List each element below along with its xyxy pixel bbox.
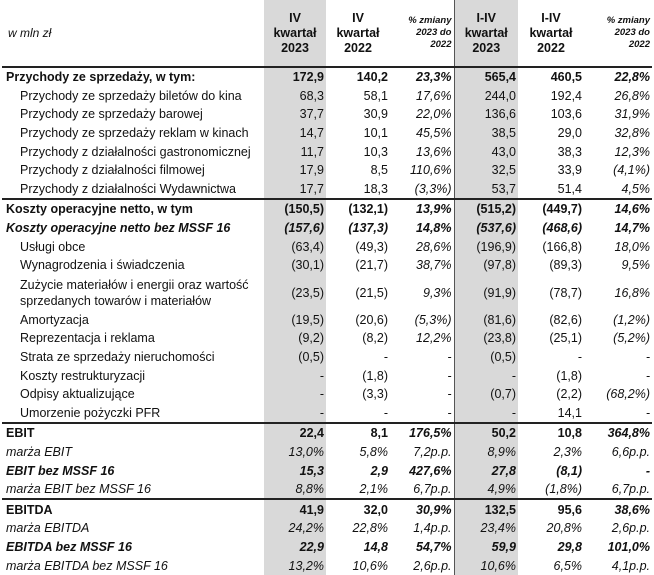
- value-cell: 9,5%: [621, 258, 650, 273]
- header-fy-2022: I-IV kwartał 2022: [518, 0, 584, 67]
- value-cell: -: [383, 350, 388, 365]
- row-label: marża EBITDA bez MSSF 16: [6, 558, 168, 573]
- table-row: [2, 142, 652, 161]
- value-cell: (21,7): [355, 258, 388, 273]
- value-cell: (78,7): [549, 285, 582, 300]
- value-cell: 6,5%: [553, 558, 582, 573]
- table-row: [2, 87, 652, 106]
- value-cell: (8,1): [556, 463, 582, 478]
- value-cell: 2,1%: [359, 482, 388, 497]
- value-cell: 38,5: [454, 124, 518, 143]
- table-row: [2, 180, 652, 200]
- value-cell: 110,6%: [410, 163, 452, 178]
- value-cell: 95,6: [518, 499, 584, 519]
- value-cell: 6,7p.p.: [611, 482, 650, 497]
- value-cell: (23,5): [264, 275, 326, 311]
- table-row: [2, 423, 652, 443]
- value-cell: 12,2%: [416, 331, 452, 346]
- value-cell: 6,7p.p.: [413, 482, 452, 497]
- value-cell: (25,1): [549, 331, 582, 346]
- value-cell: -: [383, 405, 388, 420]
- value-cell: -: [447, 405, 452, 420]
- value-cell: (0,5): [264, 348, 326, 367]
- value-cell: (23,8): [454, 329, 518, 348]
- value-cell: -: [645, 463, 650, 478]
- table-row: [2, 519, 652, 538]
- value-cell: (21,5): [355, 285, 388, 300]
- table-row: [2, 461, 652, 480]
- value-cell: 17,9: [264, 161, 326, 180]
- value-cell: 140,2: [356, 70, 388, 85]
- value-cell: 13,2%: [264, 556, 326, 575]
- value-cell: 460,5: [550, 70, 582, 85]
- value-cell: (8,2): [362, 331, 388, 346]
- value-cell: 15,3: [264, 461, 326, 480]
- value-cell: 101,0%: [607, 539, 650, 554]
- row-label: Przychody ze sprzedaży biletów do kina: [20, 88, 242, 103]
- value-cell: (150,5): [264, 199, 326, 219]
- value-cell: 565,4: [454, 67, 518, 87]
- row-label: Reprezentacja i reklama: [20, 331, 155, 346]
- value-cell: 18,3: [363, 181, 388, 196]
- value-cell: (5,2%): [613, 331, 650, 346]
- row-label: Odpisy aktualizujące: [20, 387, 135, 402]
- header-fy-change: % zmiany 2023 do 2022: [584, 0, 652, 67]
- table-row: [2, 105, 652, 124]
- value-cell: 68,3: [264, 87, 326, 106]
- table-row: [2, 275, 652, 311]
- value-cell: 45,5%: [416, 126, 452, 141]
- value-cell: 23,4%: [454, 519, 518, 538]
- value-cell: 176,5%: [390, 423, 454, 443]
- value-cell: (89,3): [549, 258, 582, 273]
- value-cell: (4,1%): [613, 163, 650, 178]
- value-cell: 14,7: [264, 124, 326, 143]
- row-label: Przychody ze sprzedaży reklam w kinach: [20, 126, 249, 141]
- value-cell: 50,2: [454, 423, 518, 443]
- value-cell: 4,5%: [621, 181, 650, 196]
- value-cell: 10,8: [518, 423, 584, 443]
- value-cell: 132,5: [454, 499, 518, 519]
- value-cell: 41,9: [264, 499, 326, 519]
- header-fy-2023: I-IV kwartał 2023: [454, 0, 518, 67]
- value-cell: -: [264, 366, 326, 385]
- value-cell: 4,9%: [454, 480, 518, 500]
- value-cell: 37,7: [264, 105, 326, 124]
- value-cell: 13,0%: [264, 443, 326, 462]
- table-row: [2, 329, 652, 348]
- value-cell: (0,5): [454, 348, 518, 367]
- value-cell: 26,8%: [614, 88, 650, 103]
- value-cell: 22,4: [264, 423, 326, 443]
- value-cell: 5,8%: [359, 444, 388, 459]
- value-cell: 11,7: [264, 142, 326, 161]
- value-cell: -: [454, 366, 518, 385]
- value-cell: 32,5: [454, 161, 518, 180]
- row-label: Koszty restrukturyzacji: [20, 368, 146, 383]
- table-row: [2, 480, 652, 500]
- row-label: EBITDA bez MSSF 16: [6, 539, 132, 554]
- row-label: EBIT bez MSSF 16: [6, 463, 115, 478]
- value-cell: 6,6p.p.: [611, 444, 650, 459]
- value-cell: -: [454, 404, 518, 424]
- value-cell: 32,0: [326, 499, 390, 519]
- table-row: [2, 556, 652, 575]
- value-cell: 2,3%: [553, 444, 582, 459]
- table-row: [2, 385, 652, 404]
- value-cell: 17,7: [264, 180, 326, 200]
- value-cell: 38,6%: [584, 499, 652, 519]
- value-cell: 38,7%: [416, 258, 452, 273]
- row-label: Przychody z działalności Wydawnictwa: [20, 181, 236, 196]
- value-cell: (468,6): [542, 221, 582, 236]
- value-cell: 192,4: [550, 88, 582, 103]
- value-cell: 427,6%: [409, 463, 452, 478]
- value-cell: (30,1): [264, 256, 326, 275]
- value-cell: 20,8%: [546, 521, 582, 536]
- table-row: [2, 161, 652, 180]
- value-cell: (515,2): [454, 199, 518, 219]
- value-cell: 14,6%: [584, 199, 652, 219]
- value-cell: 2,6p.p.: [413, 558, 452, 573]
- value-cell: 13,6%: [416, 144, 452, 159]
- value-cell: 38,3: [557, 144, 582, 159]
- value-cell: (82,6): [549, 312, 582, 327]
- value-cell: -: [447, 387, 452, 402]
- value-cell: (5,3%): [414, 312, 452, 327]
- value-cell: 16,8%: [614, 285, 650, 300]
- row-label: Przychody z działalności gastronomicznej: [20, 144, 251, 159]
- value-cell: (1,8%): [545, 482, 582, 497]
- value-cell: 22,8%: [614, 70, 650, 85]
- value-cell: 31,9%: [614, 107, 650, 122]
- value-cell: 30,9%: [390, 499, 454, 519]
- value-cell: 10,3: [363, 144, 388, 159]
- table-row: [2, 219, 652, 238]
- table-row: [2, 499, 652, 519]
- table-row: [2, 67, 652, 87]
- row-label: Przychody ze sprzedaży, w tym:: [6, 70, 196, 85]
- value-cell: (537,6): [454, 219, 518, 238]
- value-cell: 2,6p.p.: [611, 521, 650, 536]
- value-cell: 8,5: [370, 163, 388, 178]
- value-cell: 29,0: [557, 126, 582, 141]
- row-label: Wynagrodzenia i świadczenia: [20, 258, 185, 273]
- value-cell: (3,3%): [414, 181, 452, 196]
- row-label: Umorzenie pożyczki PFR: [20, 405, 161, 420]
- value-cell: 23,3%: [416, 70, 452, 85]
- value-cell: -: [264, 385, 326, 404]
- value-cell: 17,6%: [416, 88, 452, 103]
- value-cell: 7,2p.p.: [413, 444, 452, 459]
- value-cell: (132,1): [326, 199, 390, 219]
- value-cell: (91,9): [454, 275, 518, 311]
- value-cell: -: [447, 368, 452, 383]
- value-cell: (157,6): [264, 219, 326, 238]
- table-row: [2, 124, 652, 143]
- table-row: [2, 237, 652, 256]
- value-cell: -: [645, 350, 650, 365]
- value-cell: (166,8): [542, 239, 582, 254]
- header-q4-2022: IV kwartał 2022: [326, 0, 390, 67]
- value-cell: 244,0: [454, 87, 518, 106]
- value-cell: (0,7): [454, 385, 518, 404]
- value-cell: -: [645, 405, 650, 420]
- value-cell: 28,6%: [416, 239, 452, 254]
- value-cell: (196,9): [454, 237, 518, 256]
- header-q4-change: % zmiany 2023 do 2022: [390, 0, 454, 67]
- value-cell: 22,0%: [416, 107, 452, 122]
- value-cell: 51,4: [557, 181, 582, 196]
- value-cell: 32,8%: [614, 126, 650, 141]
- table-row: [2, 443, 652, 462]
- row-label: marża EBIT: [6, 444, 72, 459]
- value-cell: (1,8): [556, 368, 582, 383]
- value-cell: (49,3): [355, 239, 388, 254]
- value-cell: 8,9%: [454, 443, 518, 462]
- value-cell: 13,9%: [390, 199, 454, 219]
- value-cell: (9,2): [264, 329, 326, 348]
- value-cell: 1,4p.p.: [413, 521, 452, 536]
- value-cell: (19,5): [264, 311, 326, 330]
- value-cell: 14,8%: [416, 221, 452, 236]
- value-cell: -: [264, 404, 326, 424]
- value-cell: 29,8: [557, 539, 582, 554]
- value-cell: 10,6%: [352, 558, 388, 573]
- row-label: Zużycie materiałów i energii oraz wartość sprzedanych towarów i materiałów: [20, 277, 249, 308]
- value-cell: 14,1: [557, 405, 582, 420]
- value-cell: (81,6): [454, 311, 518, 330]
- row-label: Amortyzacja: [20, 312, 89, 327]
- value-cell: 22,9: [264, 538, 326, 557]
- table-row: [2, 256, 652, 275]
- value-cell: 18,0%: [614, 239, 650, 254]
- value-cell: (137,3): [348, 221, 388, 236]
- value-cell: -: [645, 368, 650, 383]
- table-row: [2, 404, 652, 424]
- row-label: marża EBIT bez MSSF 16: [6, 482, 151, 497]
- header-q4-2023: IV kwartał 2023: [264, 0, 326, 67]
- value-cell: 172,9: [264, 67, 326, 87]
- value-cell: 59,9: [454, 538, 518, 557]
- value-cell: 14,8: [363, 539, 388, 554]
- row-label: Przychody z działalności filmowej: [20, 163, 205, 178]
- value-cell: 4,1p.p.: [611, 558, 650, 573]
- value-cell: 14,7%: [614, 221, 650, 236]
- value-cell: 8,8%: [264, 480, 326, 500]
- row-label: Strata ze sprzedaży nieruchomości: [20, 350, 215, 365]
- row-label: Przychody ze sprzedaży barowej: [20, 107, 203, 122]
- value-cell: 22,8%: [352, 521, 388, 536]
- value-cell: (449,7): [518, 199, 584, 219]
- value-cell: (2,2): [556, 387, 582, 402]
- row-label: Koszty operacyjne netto bez MSSF 16: [6, 221, 231, 236]
- value-cell: 58,1: [363, 88, 388, 103]
- value-cell: (20,6): [355, 312, 388, 327]
- value-cell: 33,9: [557, 163, 582, 178]
- value-cell: 12,3%: [614, 144, 650, 159]
- header-row: [2, 0, 652, 67]
- value-cell: (63,4): [264, 237, 326, 256]
- value-cell: (3,3): [362, 387, 388, 402]
- value-cell: -: [577, 350, 582, 365]
- value-cell: 364,8%: [584, 423, 652, 443]
- value-cell: 10,6%: [454, 556, 518, 575]
- value-cell: 43,0: [454, 142, 518, 161]
- value-cell: 2,9: [370, 463, 388, 478]
- row-label: Usługi obce: [20, 239, 86, 254]
- value-cell: 30,9: [363, 107, 388, 122]
- value-cell: 54,7%: [416, 539, 452, 554]
- value-cell: 24,2%: [264, 519, 326, 538]
- value-cell: 136,6: [454, 105, 518, 124]
- value-cell: (1,2%): [613, 312, 650, 327]
- unit-label: w mln zł: [2, 0, 264, 67]
- value-cell: -: [447, 350, 452, 365]
- table-row: [2, 199, 652, 219]
- table-row: [2, 538, 652, 557]
- row-label: Koszty operacyjne netto, w tym: [2, 199, 264, 219]
- value-cell: 8,1: [326, 423, 390, 443]
- value-cell: (1,8): [362, 368, 388, 383]
- table-row: [2, 366, 652, 385]
- row-label: EBITDA: [2, 499, 264, 519]
- table-row: [2, 348, 652, 367]
- financial-table: [2, 0, 652, 575]
- value-cell: 9,3%: [423, 285, 452, 300]
- value-cell: 53,7: [454, 180, 518, 200]
- value-cell: 10,1: [363, 126, 388, 141]
- row-label: EBIT: [2, 423, 264, 443]
- value-cell: 27,8: [454, 461, 518, 480]
- row-label: marża EBITDA: [6, 521, 90, 536]
- value-cell: (97,8): [454, 256, 518, 275]
- table-row: [2, 311, 652, 330]
- value-cell: (68,2%): [606, 387, 650, 402]
- value-cell: 103,6: [550, 107, 582, 122]
